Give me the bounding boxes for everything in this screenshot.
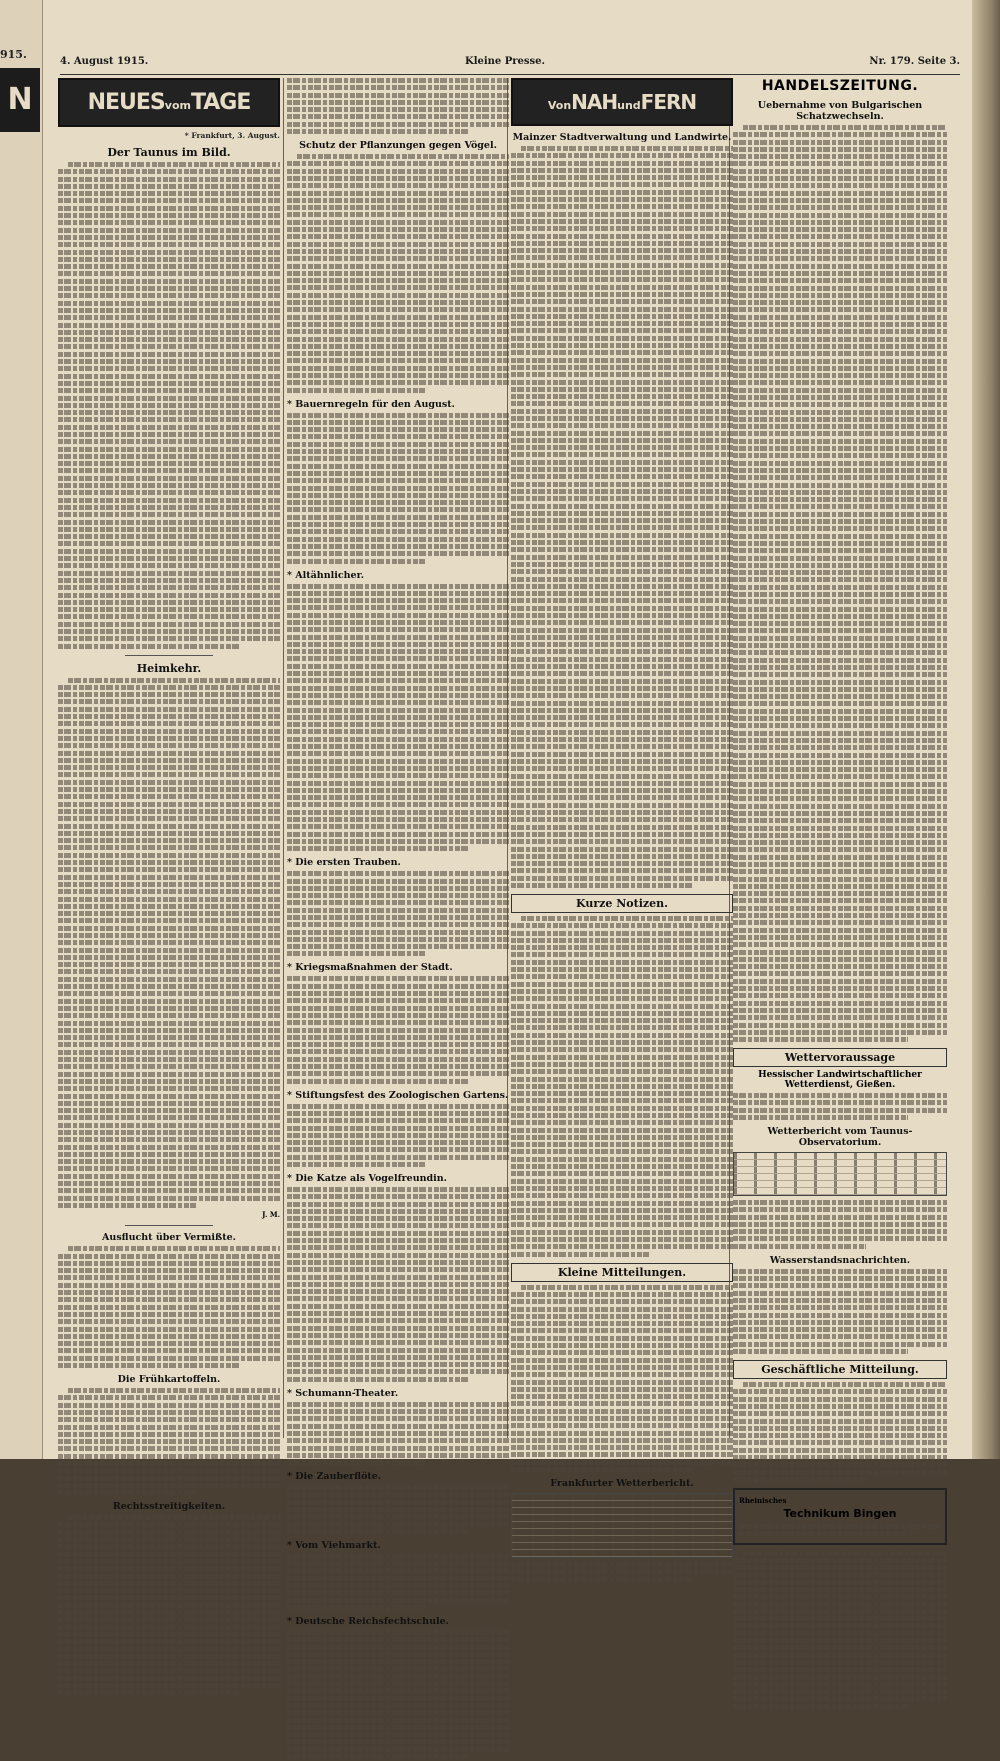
column-3 (511, 78, 733, 1584)
article-body (287, 1187, 509, 1382)
article-body (287, 1554, 509, 1610)
article-body (733, 1093, 947, 1120)
article-headline: Rechtsstreitigkeiten. (112, 1501, 226, 1513)
page-header (60, 56, 960, 72)
article-headline: Ausflucht über Vermißte. (102, 1232, 236, 1244)
subheadline: Hessischer Landwirtschaftlicher Wetterdienst, Gießen. (758, 1070, 922, 1091)
article-body (511, 1285, 733, 1472)
ad-title: Technikum Bingen (783, 1506, 897, 1520)
article-body (58, 678, 280, 1208)
masthead-word: NAH (571, 90, 618, 114)
header-date: 4. August 1915. (60, 56, 149, 67)
masthead-word: FERN (640, 90, 697, 114)
section-masthead-neues-vom-tage (58, 78, 280, 127)
header-paper-title: Kleine Presse. (465, 56, 546, 67)
column-2 (287, 78, 509, 1761)
article-headline: Mainzer Stadtverwaltung und Landwirte. (512, 132, 732, 143)
article-headline: * Schumann-Theater. (287, 1387, 399, 1399)
section-masthead-handelszeitung: HANDELSZEITUNG. (761, 78, 919, 94)
dateline: * Frankfurt, 3. August. (184, 131, 280, 140)
section-headline: Kleine Mitteilungen. (511, 1263, 733, 1282)
article-body (287, 976, 509, 1083)
article-body (511, 916, 733, 1257)
table-title: Frankfurter Wetterbericht. (550, 1478, 694, 1490)
section-headline: Kurze Notizen. (511, 894, 733, 913)
article-body (733, 1382, 947, 1482)
article-body (287, 584, 509, 852)
article-headline: Der Taunus im Bild. (107, 146, 231, 159)
article-body (511, 1562, 733, 1582)
article-body (287, 1485, 509, 1534)
article-body (733, 125, 947, 1042)
article-headline: * Deutsche Reichsfechtschule. (287, 1615, 449, 1627)
article-body (287, 1104, 509, 1167)
article-headline: Heimkehr. (136, 661, 202, 675)
advertisement-technikum-bingen (733, 1488, 947, 1545)
article-body (287, 1402, 509, 1465)
article-headline: Wasserstandsnachrichten. (769, 1254, 911, 1266)
book-binding-edge (972, 0, 1000, 1459)
article-headline: * Altähnlicher. (287, 569, 365, 581)
header-page-number: Nr. 179. Seite 3. (869, 56, 960, 67)
article-body (287, 413, 509, 564)
column-1 (58, 78, 280, 1698)
article-headline: * Die Katze als Vogelfreundin. (287, 1173, 447, 1184)
section-masthead-von-nah-und-fern (511, 78, 733, 126)
column-separator (283, 78, 284, 1438)
article-headline: Wetterbericht vom Taunus-Observatorium. (767, 1126, 913, 1148)
article-body (287, 1630, 509, 1759)
article-headline: * Stiftungsfest des Zoologischen Gartens. (287, 1089, 509, 1101)
masthead-word: und (617, 99, 641, 112)
water-level-table (733, 1269, 947, 1354)
article-headline: Die Frühkartoffeln. (117, 1374, 221, 1386)
weather-table (511, 1493, 733, 1558)
section-headline: Wettervoraussage (733, 1048, 947, 1067)
masthead-word: vom (164, 99, 191, 112)
divider (125, 1225, 214, 1226)
masthead-word: Von (547, 99, 572, 112)
divider (125, 655, 214, 656)
adjacent-page-year: 915. (0, 48, 27, 61)
header-rule (60, 74, 960, 75)
article-headline: * Bauernregeln für den August. (287, 398, 455, 410)
article-body (58, 1515, 280, 1695)
article-body (733, 1551, 947, 1709)
adjacent-page-mast-letter: N (0, 68, 40, 132)
article-headline: * Die Zauberflöte. (287, 1471, 382, 1483)
article-headline: Schutz der Pflanzungen gegen Vögel. (299, 140, 497, 152)
ad-kicker: Rheinisches (739, 1495, 787, 1505)
column-4 (733, 78, 947, 1711)
masthead-word: NEUES (87, 90, 165, 115)
article-signature: J. M. (262, 1210, 280, 1220)
masthead-word: TAGE (190, 90, 251, 115)
article-headline: * Die ersten Trauben. (287, 857, 401, 869)
article-body (287, 154, 509, 393)
article-body (58, 162, 280, 649)
adjacent-page-edge (0, 0, 43, 1459)
article-body (511, 146, 733, 888)
article-headline: Uebernahme von Bulgarischen Schatzwechseln. (757, 100, 923, 122)
article-body (58, 1246, 280, 1368)
article-body (287, 78, 509, 134)
article-headline: * Vom Viehmarkt. (287, 1539, 381, 1551)
article-body (733, 1200, 947, 1249)
article-body (58, 1388, 280, 1495)
article-body (287, 871, 509, 956)
article-headline: * Kriegsmaßnahmen der Stadt. (287, 962, 453, 974)
observatory-table (733, 1152, 947, 1196)
section-headline: Geschäftliche Mitteilung. (733, 1360, 947, 1379)
